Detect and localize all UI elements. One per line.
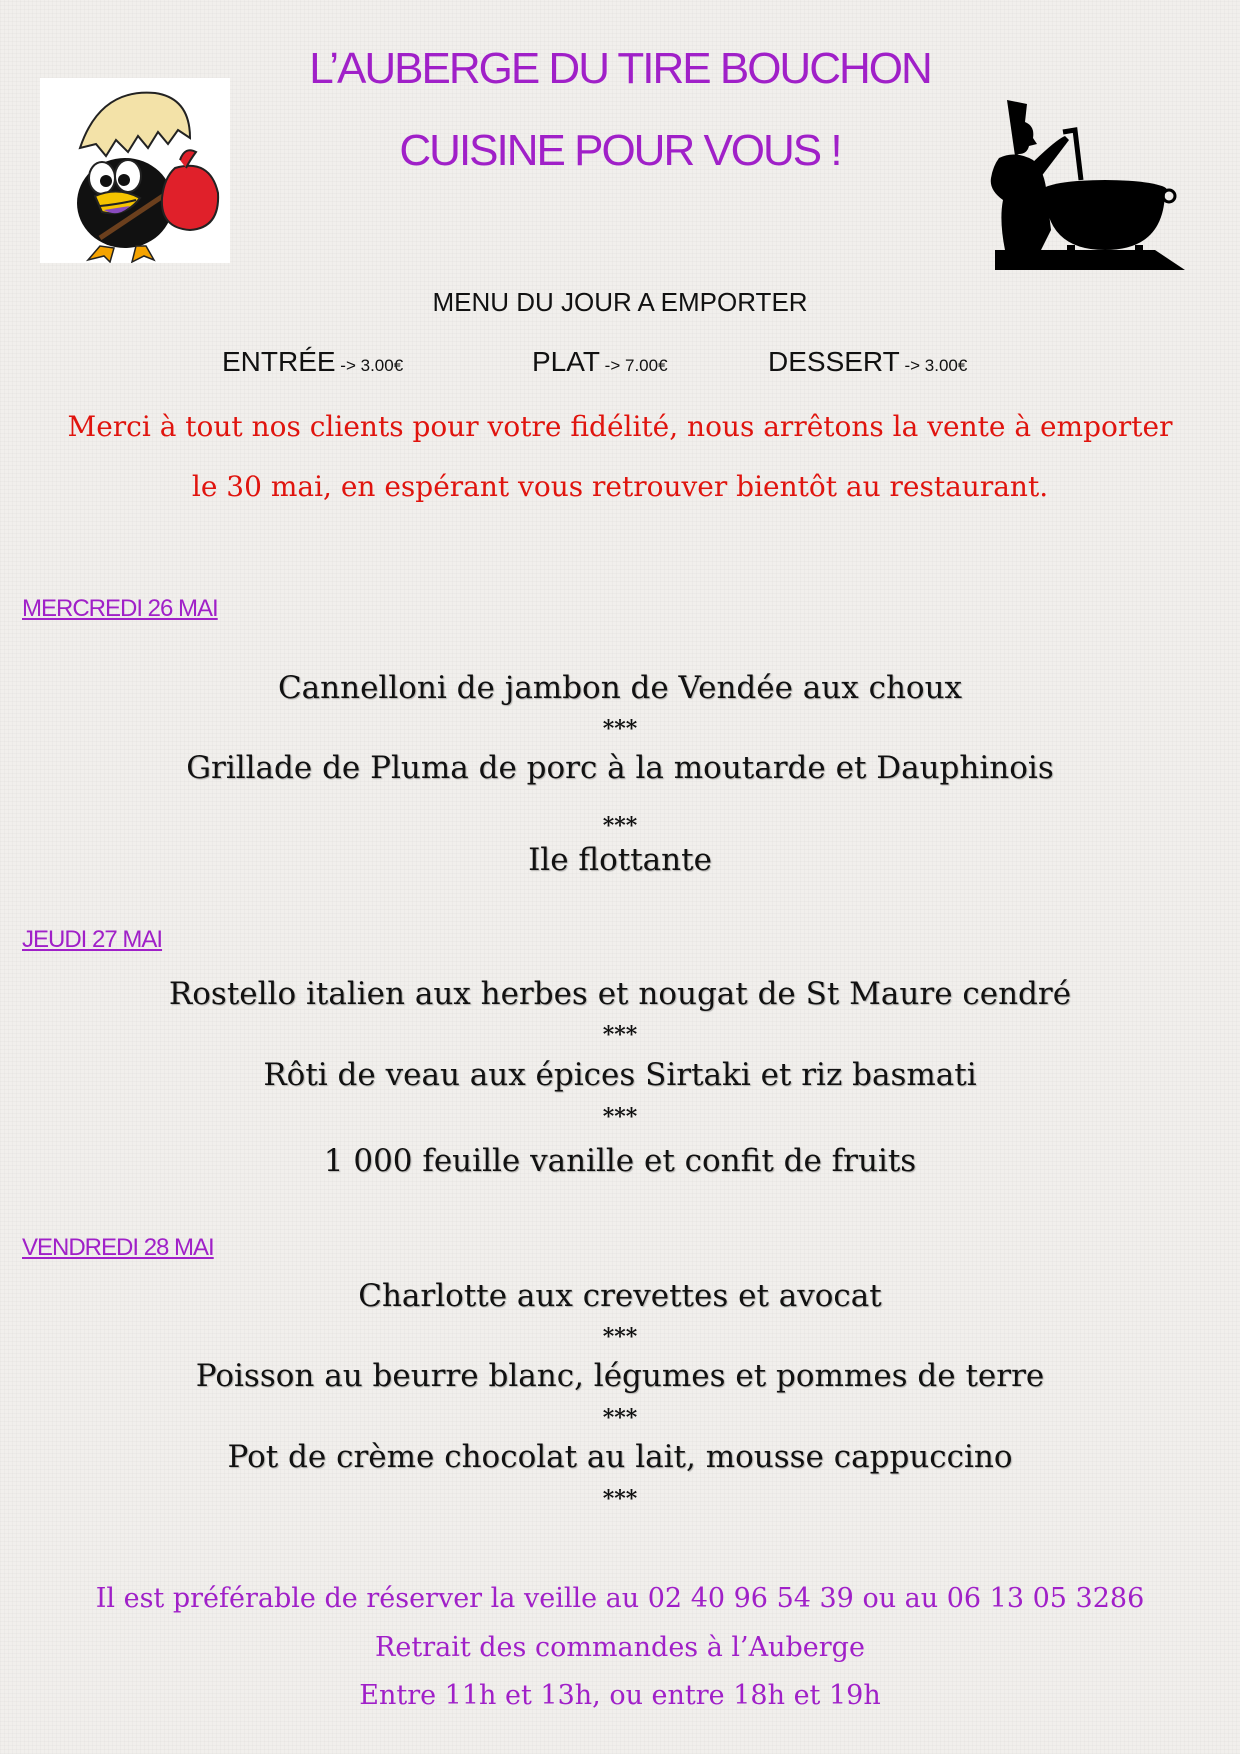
dish-separator: ***: [602, 1104, 638, 1130]
dessert-label: DESSERT: [768, 346, 900, 377]
dish-separator: ***: [602, 716, 638, 742]
dish-fri-dessert: Pot de crème chocolat au lait, mousse cappuccino: [227, 1439, 1013, 1475]
dish-separator: ***: [602, 1486, 638, 1512]
dish-separator: ***: [602, 813, 638, 839]
plat-price-line: [532, 346, 668, 378]
plat-price: -> 7.00€: [599, 356, 668, 375]
closing-notice-line2: le 30 mai, en espérant vous retrouver bientôt au restaurant.: [191, 470, 1049, 503]
entree-label: ENTRÉE: [222, 346, 336, 377]
dish-separator: ***: [602, 1324, 638, 1350]
dessert-price-line: [768, 346, 967, 378]
dish-wed-main: Grillade de Pluma de porc à la moutarde et Dauphinois: [186, 750, 1054, 786]
reservation-info: Il est préférable de réserver la veille au 02 40 96 54 39 ou au 06 13 05 3286: [95, 1583, 1145, 1614]
dish-wed-dessert: Ile flottante: [528, 842, 712, 878]
dish-fri-main: Poisson au beurre blanc, légumes et pommes de terre: [195, 1358, 1045, 1394]
dish-separator: ***: [602, 1022, 638, 1048]
dish-thu-entree: Rostello italien aux herbes et nougat de St Maure cendré: [168, 976, 1072, 1012]
day-label-thursday: JEUDI 27 MAI: [22, 926, 163, 953]
day-label-friday: VENDREDI 28 MAI: [22, 1234, 214, 1261]
entree-price-line: [222, 346, 403, 378]
restaurant-title: L’AUBERGE DU TIRE BOUCHON: [309, 44, 931, 93]
dish-separator: ***: [602, 1405, 638, 1431]
pickup-hours: Entre 11h et 13h, ou entre 18h et 19h: [359, 1680, 881, 1711]
menu-subtitle: MENU DU JOUR A EMPORTER: [432, 287, 808, 317]
day-label-wednesday: MERCREDI 26 MAI: [22, 595, 218, 622]
entree-price: -> 3.00€: [335, 356, 404, 375]
plat-label: PLAT: [532, 346, 600, 377]
dish-fri-entree: Charlotte aux crevettes et avocat: [358, 1278, 882, 1314]
dish-thu-main: Rôti de veau aux épices Sirtaki et riz basmati: [263, 1057, 977, 1093]
closing-notice-line1: Merci à tout nos clients pour votre fidélité, nous arrêtons la vente à emporter: [67, 410, 1173, 443]
tagline: CUISINE POUR VOUS !: [399, 126, 841, 175]
pickup-info: Retrait des commandes à l’Auberge: [375, 1632, 865, 1663]
dessert-price: -> 3.00€: [899, 356, 968, 375]
dish-thu-dessert: 1 000 feuille vanille et confit de fruits: [323, 1143, 917, 1179]
dish-wed-entree: Cannelloni de jambon de Vendée aux choux: [277, 670, 963, 706]
